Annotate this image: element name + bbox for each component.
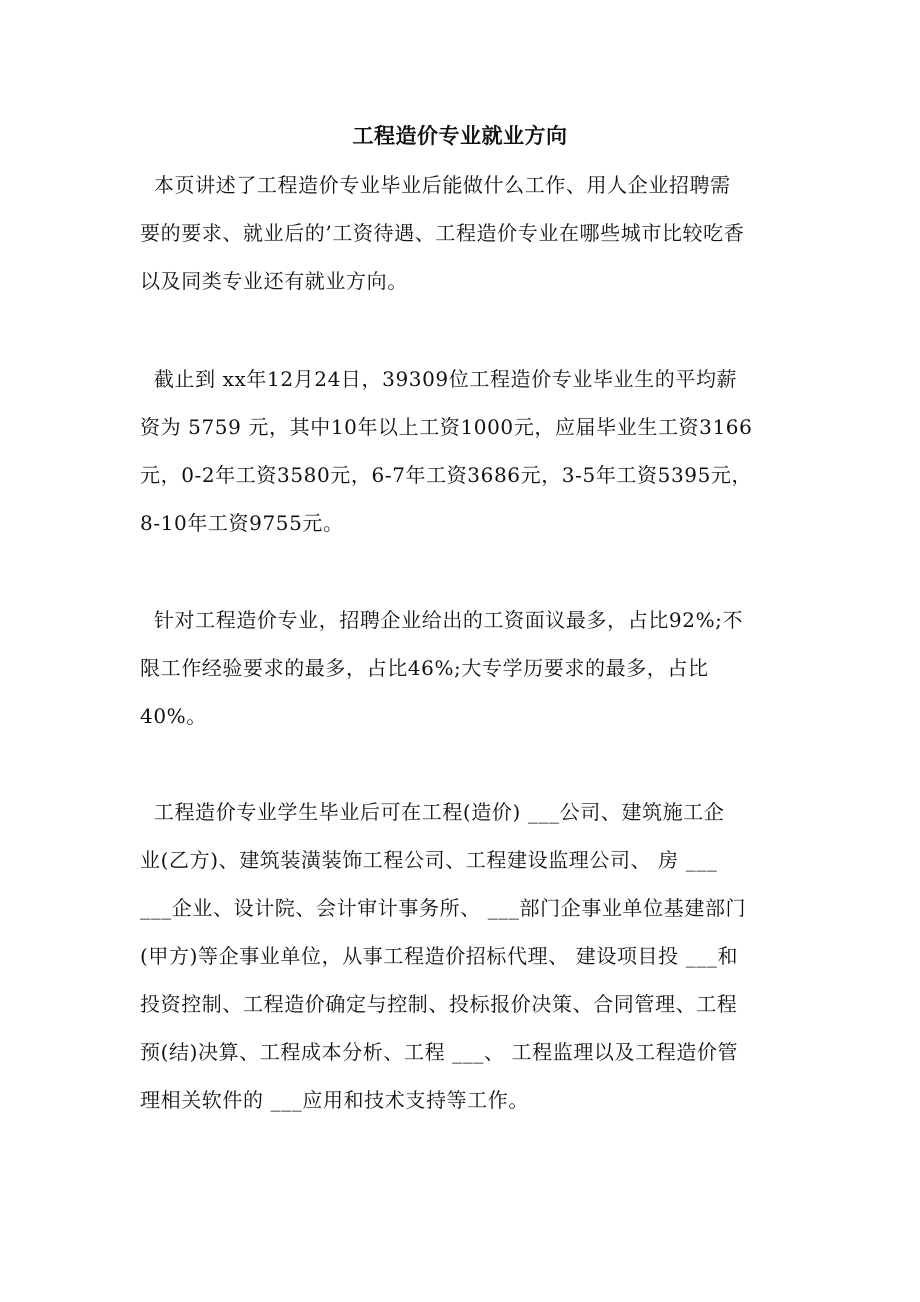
paragraph-4-line-3: ___企业、设计院、会计审计事务所、 ___部门企事业单位基建部门 — [140, 896, 747, 920]
paragraph-4-line-5: 投资控制、工程造价确定与控制、投标报价决策、合同管理、工程 — [140, 992, 738, 1016]
paragraph-2-line-1: 截止到 xx年12月24日，39309位工程造价专业毕业生的平均薪 — [140, 367, 738, 391]
paragraph-3-line-2: 限工作经验要求的最多，占比46%;大专学历要求的最多，占比 — [140, 656, 709, 680]
paragraph-4-line-6: 预(结)决算、工程成本分析、工程 ___、 工程监理以及工程造价管 — [140, 1040, 739, 1064]
paragraph-1-line-3: 以及同类专业还有就业方向。 — [140, 269, 408, 293]
paragraph-4-line-1: 工程造价专业学生毕业后可在工程(造价) ___公司、建筑施工企 — [140, 800, 725, 824]
paragraph-1-line-1: 本页讲述了工程造价专业毕业后能做什么工作、用人企业招聘需 — [140, 173, 731, 197]
paragraph-2-line-4: 8-10年工资9755元。 — [140, 511, 344, 535]
paragraph-3-line-3: 40%。 — [140, 704, 207, 728]
paragraph-2-line-3: 元，0-2年工资3580元，6-7年工资3686元，3-5年工资5395元， — [140, 463, 753, 487]
paragraph-4-line-4: (甲方)等企事业单位，从事工程造价招标代理、 建设项目投 ___和 — [140, 944, 739, 968]
paragraph-1-line-2: 要的要求、就业后的’工资待遇、工程造价专业在哪些城市比较吃香 — [140, 221, 745, 245]
paragraph-4-line-7: 理相关软件的 ___应用和技术支持等工作。 — [140, 1088, 529, 1112]
paragraph-2-line-2: 资为 5759 元，其中10年以上工资1000元，应届毕业生工资3166 — [140, 415, 753, 439]
paragraph-4-line-2: 业(乙方)、建筑装潢装饰工程公司、工程建设监理公司、 房 ___ — [140, 848, 718, 872]
paragraph-3-line-1: 针对工程造价专业，招聘企业给出的工资面议最多，占比92%;不 — [140, 608, 744, 632]
page-title: 工程造价专业就业方向 — [352, 123, 568, 148]
